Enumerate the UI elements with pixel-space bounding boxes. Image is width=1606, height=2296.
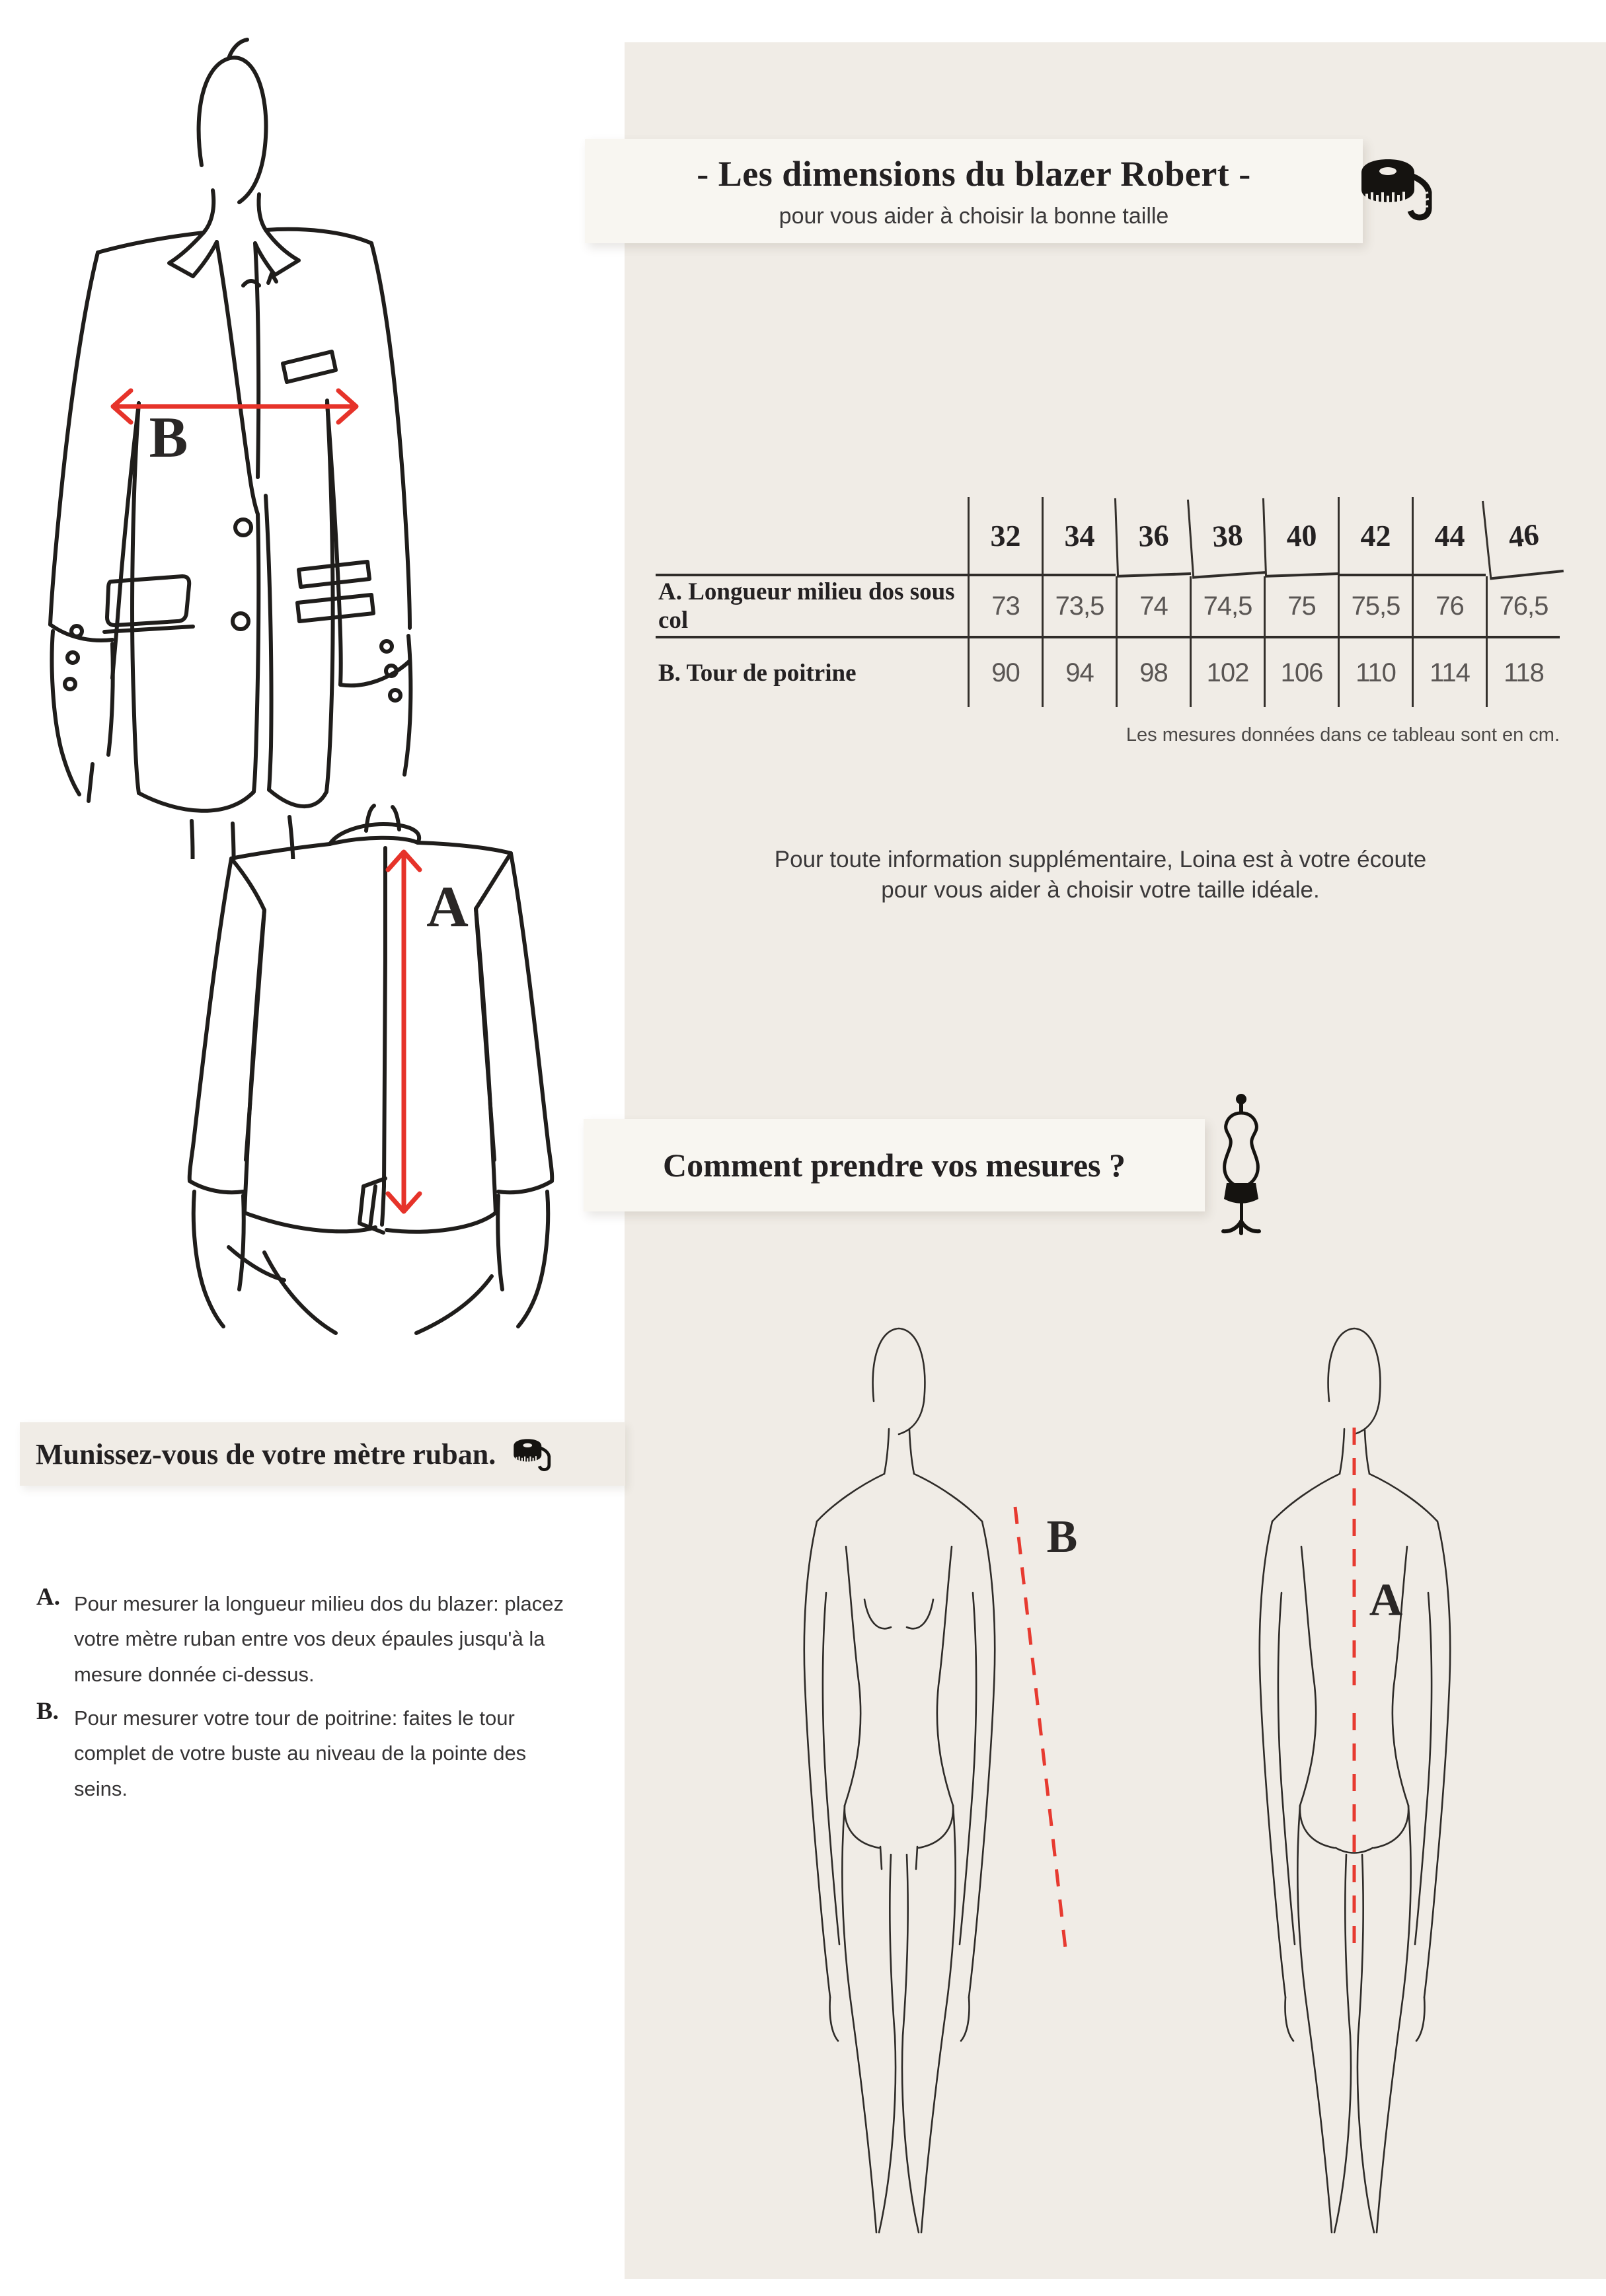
size-table bbox=[656, 497, 1560, 707]
row-label-bust: B. Tour de poitrine bbox=[658, 659, 857, 687]
size-column-header: 40 bbox=[1262, 496, 1339, 578]
table-cell: 73,5 bbox=[1042, 576, 1116, 638]
front-blazer-measure-label: B bbox=[149, 406, 188, 470]
table-cell: 98 bbox=[1116, 638, 1190, 707]
table-cell: 73 bbox=[968, 576, 1042, 638]
tape-measure-icon-small bbox=[510, 1437, 551, 1472]
table-cell: 75,5 bbox=[1338, 576, 1412, 638]
instruction-b-marker: B. bbox=[36, 1698, 59, 1725]
tape-measure-icon bbox=[1355, 155, 1433, 221]
instruction-b-text: Pour mesurer votre tour de poitrine: faites le tour complet de votre buste au niveau de la pointe des seins. bbox=[74, 1706, 527, 1800]
table-cell: 76,5 bbox=[1486, 576, 1560, 638]
how-to-card bbox=[584, 1119, 1205, 1211]
body-measure-dashed-lines bbox=[991, 1408, 1408, 1989]
info-line-2: pour vous aider à choisir votre taille idéale. bbox=[881, 877, 1320, 903]
table-cell: 102 bbox=[1190, 638, 1264, 707]
table-cell: 114 bbox=[1412, 638, 1486, 707]
front-body-figure bbox=[780, 1315, 1018, 2254]
back-body-measure-label: A bbox=[1369, 1575, 1403, 1626]
back-blazer-measure-label: A bbox=[426, 875, 469, 939]
title-card bbox=[585, 139, 1363, 243]
table-corner-cell bbox=[656, 497, 968, 576]
prepare-text: Munissez-vous de votre mètre ruban. bbox=[36, 1437, 496, 1471]
table-cell: 118 bbox=[1486, 638, 1560, 707]
table-cell: 75 bbox=[1264, 576, 1338, 638]
size-column-header: 32 bbox=[968, 497, 1042, 576]
table-cell: 74 bbox=[1116, 576, 1190, 638]
size-column-header: 46 bbox=[1482, 493, 1564, 580]
front-blazer-sketch bbox=[26, 33, 423, 859]
size-column-header: 42 bbox=[1338, 497, 1412, 576]
mannequin-icon bbox=[1215, 1092, 1268, 1236]
table-cell: 74,5 bbox=[1190, 576, 1264, 638]
table-unit-note: Les mesures données dans ce tableau sont en cm. bbox=[1126, 724, 1560, 746]
info-paragraph bbox=[753, 845, 1447, 905]
page-subtitle: pour vous aider à choisir la bonne taille bbox=[779, 203, 1169, 229]
how-to-heading: Comment prendre vos mesures ? bbox=[663, 1147, 1126, 1184]
size-column-header: 44 bbox=[1412, 497, 1486, 576]
back-blazer-sketch bbox=[165, 790, 595, 1385]
size-column-header: 36 bbox=[1114, 496, 1191, 578]
table-cell: 76 bbox=[1412, 576, 1486, 638]
instruction-a-marker: A. bbox=[36, 1584, 60, 1611]
table-cell: 94 bbox=[1042, 638, 1116, 707]
size-column-header: 38 bbox=[1187, 494, 1266, 579]
info-line-1: Pour toute information supplémentaire, Loina est à votre écoute bbox=[774, 847, 1427, 872]
bust-measure-dashed-line bbox=[1015, 1507, 1067, 1960]
row-label-back-length: A. Longueur milieu dos sous col bbox=[656, 576, 968, 638]
instruction-a-text: Pour mesurer la longueur milieu dos du blazer: placez votre mètre ruban entre vos deux épaules jusqu'à la mesure donnée ci-dessus. bbox=[74, 1592, 564, 1686]
size-column-header: 34 bbox=[1042, 497, 1116, 576]
table-cell: 106 bbox=[1264, 638, 1338, 707]
page-title: - Les dimensions du blazer Robert - bbox=[697, 153, 1251, 194]
prepare-card bbox=[20, 1422, 625, 1486]
front-body-measure-label: B bbox=[1046, 1512, 1078, 1562]
table-cell: 110 bbox=[1338, 638, 1412, 707]
table-cell: 90 bbox=[968, 638, 1042, 707]
